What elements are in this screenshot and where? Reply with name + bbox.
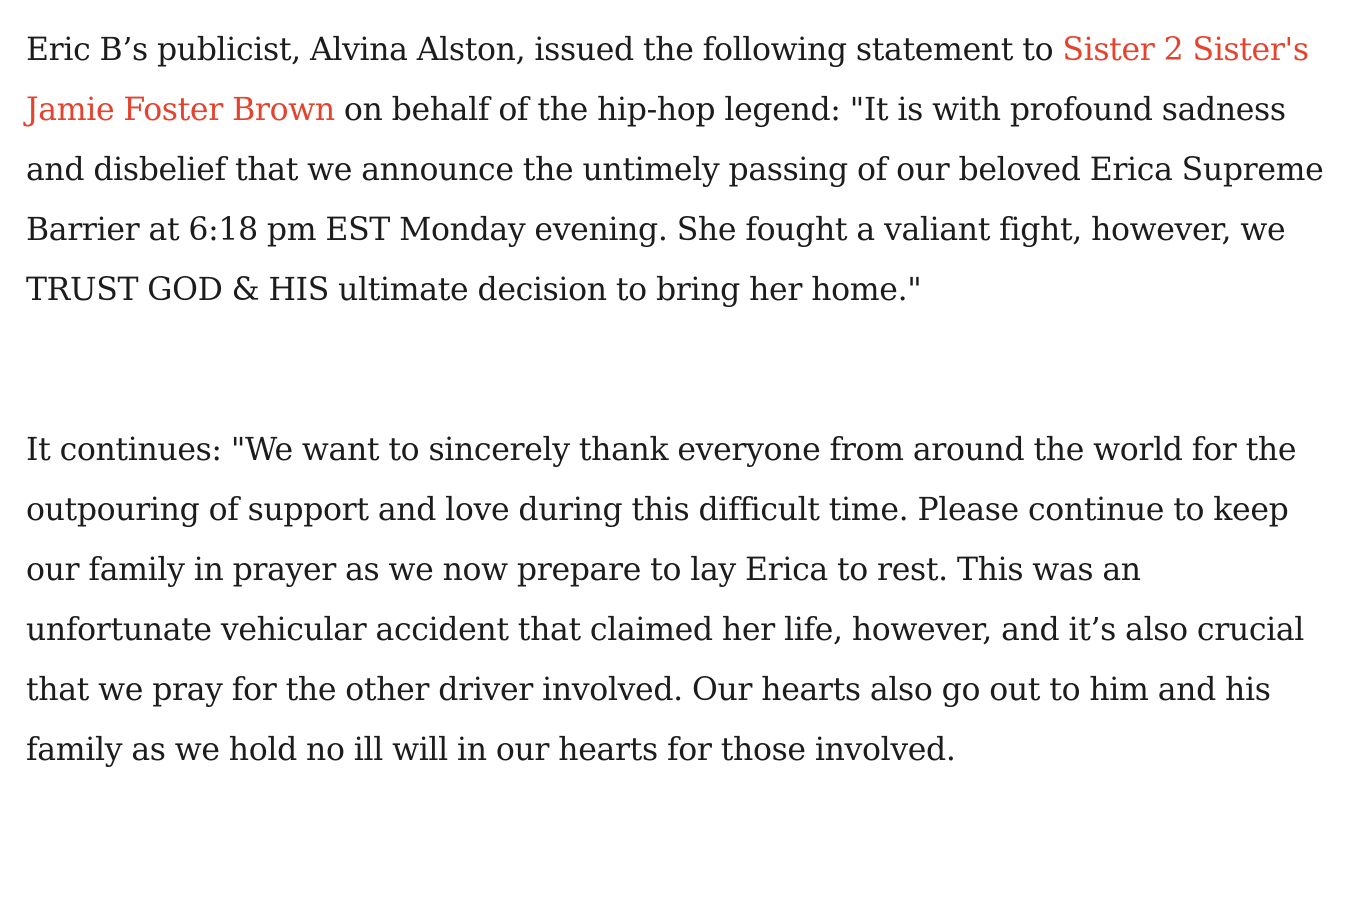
- continuation-paragraph: It continues: "We want to sincerely thank everyone from around the world for the outpouring of support and love during this difficult time. Please continue to keep our family in prayer as we now prepare to lay Erica to rest. This was an unfortunate vehicular accident that claimed her life, however, and it’s also crucial that we pray for the other driver involved. Our hearts also go out to him and his family as we hold no ill will in our hearts for those involved.: [26, 432, 1305, 768]
- paragraph-text-intro: Eric B’s publicist, Alvina Alston, issued the following statement to: [26, 32, 1063, 68]
- sister-2-sister-link[interactable]: Sister 2 Sister's Jamie Foster Brown: [26, 32, 1309, 128]
- statement-paragraph: [26, 20, 1326, 320]
- paragraph-text-statement: on behalf of the hip-hop legend: "It is with profound sadness and disbelief that we announce the untimely passing of our beloved Erica Supreme Barrier at 6:18 pm EST Monday evening. She fought a valiant fight, however, we TRUST GOD & HIS ultimate decision to bring her home.": [26, 92, 1324, 308]
